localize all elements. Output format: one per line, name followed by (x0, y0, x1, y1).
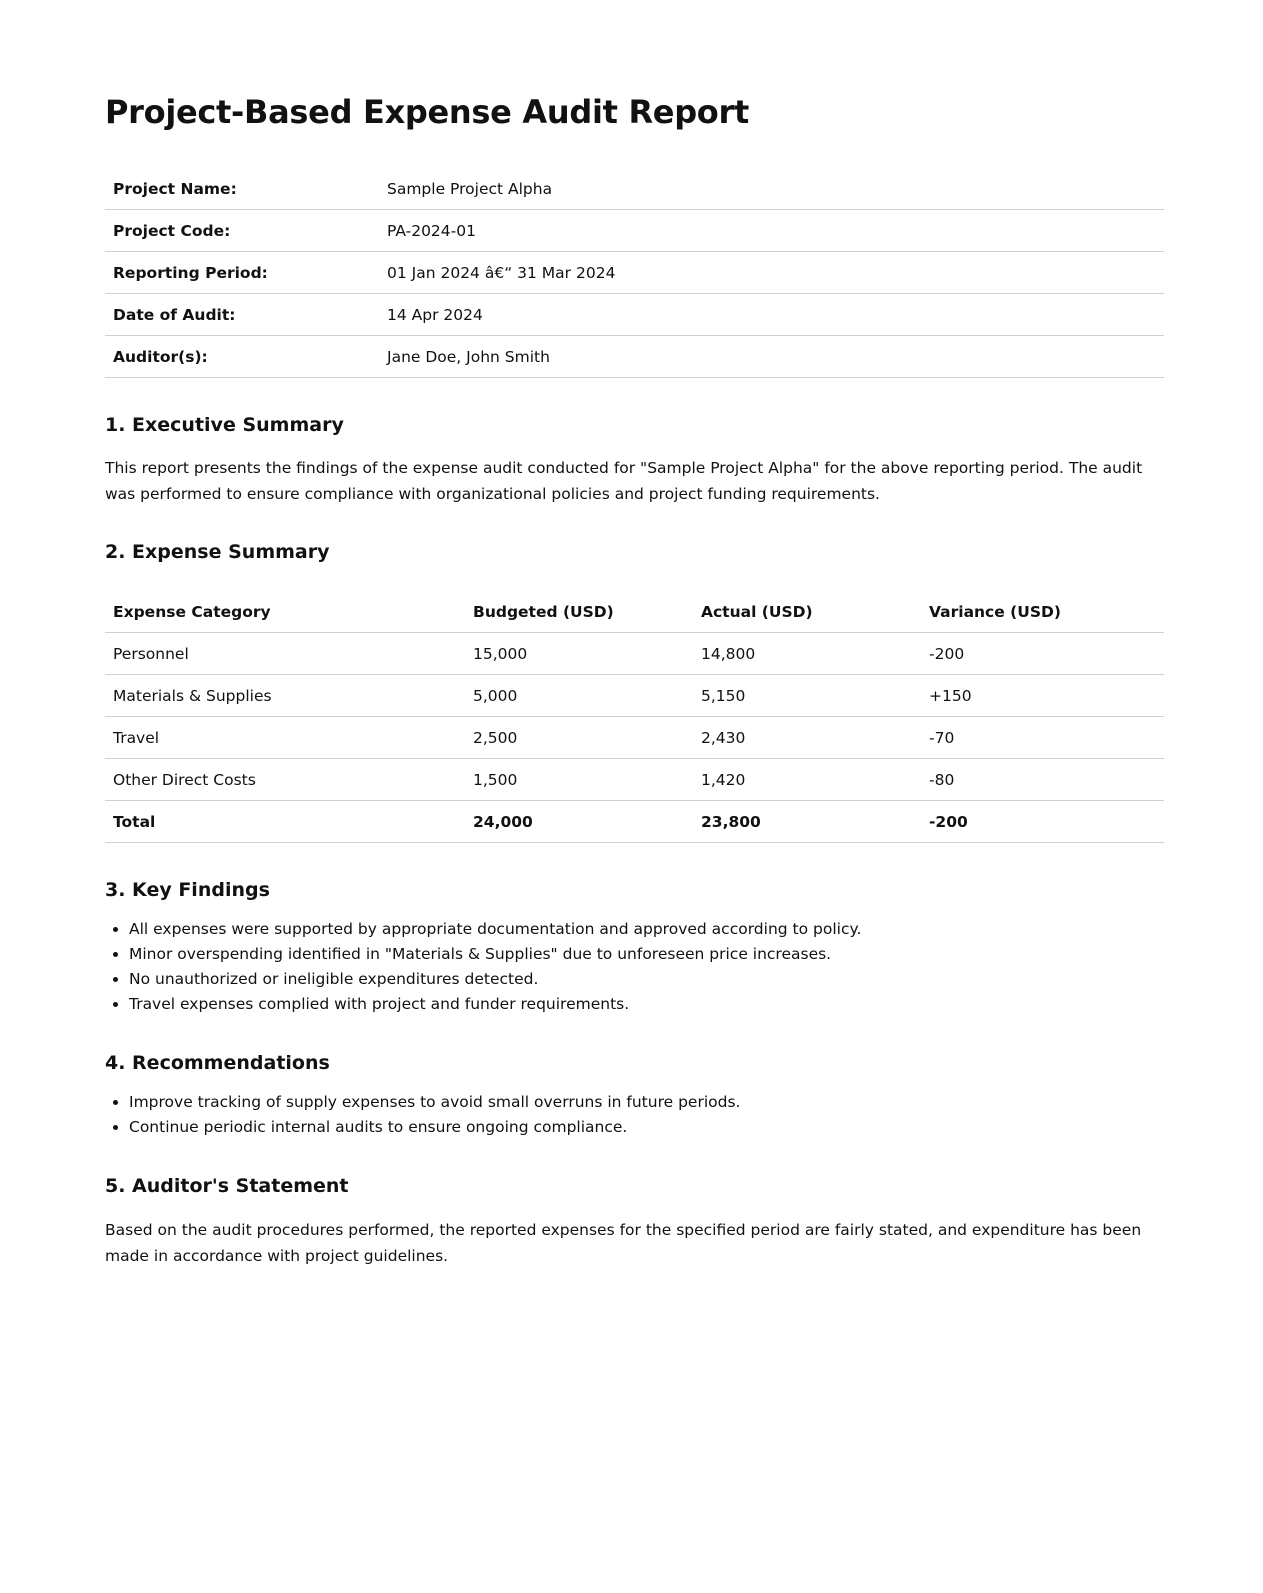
variance-value: +150 (921, 675, 1164, 717)
meta-row (105, 252, 1164, 294)
meta-value: Sample Project Alpha (379, 168, 1164, 210)
meta-value: PA-2024-01 (379, 210, 1164, 252)
meta-value: 14 Apr 2024 (379, 294, 1164, 336)
report-title: Project-Based Expense Audit Report (105, 93, 749, 131)
list-item: • Minor overspending identified in "Materials & Supplies" due to unforeseen price increases. (129, 942, 1164, 967)
budgeted-value: 5,000 (465, 675, 693, 717)
total-row (105, 801, 1164, 843)
list-item: • Travel expenses complied with project and funder requirements. (129, 992, 1164, 1017)
auditor-statement-text: Based on the audit procedures performed, the reported expenses for the specified period are fairly stated, and expenditure has been made in accordance with project guidelines. (105, 1221, 1142, 1265)
meta-label: Project Code: (105, 210, 379, 252)
expense-summary-heading: 2. Expense Summary (105, 541, 330, 563)
actual-value: 5,150 (693, 675, 921, 717)
meta-row (105, 294, 1164, 336)
column-header: Expense Category (105, 591, 465, 633)
total-label: Total (105, 801, 465, 843)
recommendations-list (105, 1090, 1164, 1140)
auditor-statement-heading: 5. Auditor's Statement (105, 1175, 349, 1197)
column-header: Budgeted (USD) (465, 591, 693, 633)
executive-summary-text: This report presents the findings of the expense audit conducted for "Sample Project Alpha" for the above reporting period. The audit was performed to ensure compliance with organizational policies and project funding requirements. (105, 459, 1143, 503)
expense-category: Other Direct Costs (105, 759, 465, 801)
total-budgeted: 24,000 (465, 801, 693, 843)
meta-value: Jane Doe, John Smith (379, 336, 1164, 378)
list-item: • Improve tracking of supply expenses to avoid small overruns in future periods. (129, 1090, 1164, 1115)
meta-row (105, 168, 1164, 210)
budgeted-value: 15,000 (465, 633, 693, 675)
key-findings-heading: 3. Key Findings (105, 879, 270, 901)
actual-value: 1,420 (693, 759, 921, 801)
variance-value: -200 (921, 633, 1164, 675)
table-header-row (105, 591, 1164, 633)
list-item: • All expenses were supported by appropriate documentation and approved according to policy. (129, 917, 1164, 942)
executive-summary-heading: 1. Executive Summary (105, 414, 344, 436)
list-item: • Continue periodic internal audits to ensure ongoing compliance. (129, 1115, 1164, 1140)
expense-category: Personnel (105, 633, 465, 675)
meta-label: Date of Audit: (105, 294, 379, 336)
variance-value: -80 (921, 759, 1164, 801)
actual-value: 14,800 (693, 633, 921, 675)
list-item: • No unauthorized or ineligible expenditures detected. (129, 967, 1164, 992)
column-header: Variance (USD) (921, 591, 1164, 633)
table-row (105, 675, 1164, 717)
expense-category: Travel (105, 717, 465, 759)
meta-row (105, 336, 1164, 378)
expense-summary-table (105, 591, 1164, 843)
column-header: Actual (USD) (693, 591, 921, 633)
budgeted-value: 2,500 (465, 717, 693, 759)
expense-category: Materials & Supplies (105, 675, 465, 717)
meta-row (105, 210, 1164, 252)
key-findings-list (105, 917, 1164, 1017)
budgeted-value: 1,500 (465, 759, 693, 801)
actual-value: 2,430 (693, 717, 921, 759)
meta-label: Auditor(s): (105, 336, 379, 378)
recommendations-heading: 4. Recommendations (105, 1052, 330, 1074)
project-info-table (105, 168, 1164, 378)
table-row (105, 633, 1164, 675)
variance-value: -70 (921, 717, 1164, 759)
total-variance: -200 (921, 801, 1164, 843)
meta-label: Reporting Period: (105, 252, 379, 294)
meta-label: Project Name: (105, 168, 379, 210)
total-actual: 23,800 (693, 801, 921, 843)
meta-value: 01 Jan 2024 â€“ 31 Mar 2024 (379, 252, 1164, 294)
table-row (105, 759, 1164, 801)
table-row (105, 717, 1164, 759)
